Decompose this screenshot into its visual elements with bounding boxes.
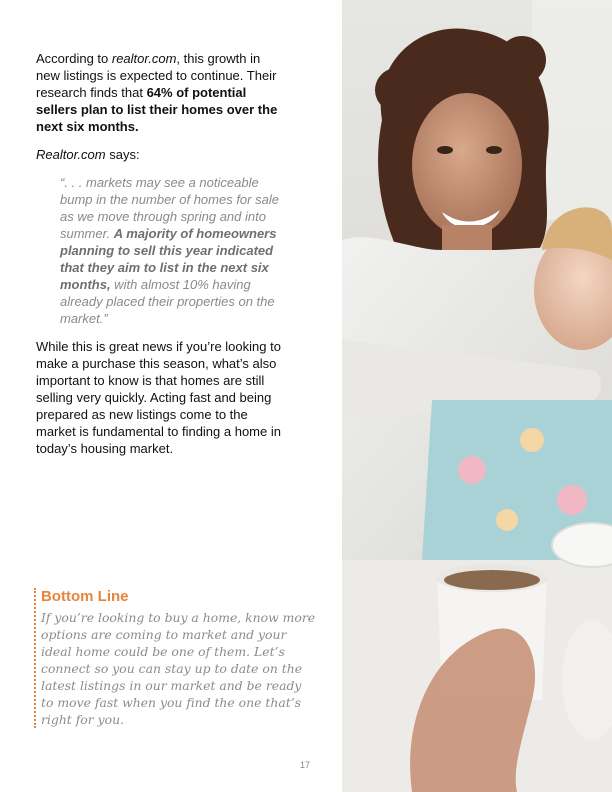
para1-text-b: , this growth in new listings is expected to continue. Their research finds that — [36, 51, 277, 100]
says-source: Realtor.com — [36, 147, 106, 162]
bottom-line-text: If you’re looking to buy a home, know more options are coming to market and your ideal home could be one of them. Let’s connect so you can stay up to date on the latest listings in our market and be ready to move fast when you find the one that’s right for you. — [41, 610, 316, 727]
source-realtor: realtor.com — [111, 51, 177, 66]
photo-mother-and-child — [342, 0, 612, 792]
para1-text-a: According to — [36, 51, 112, 66]
main-text-column — [36, 50, 286, 468]
paragraph-act-fast: While this is great news if you’re looking to make a purchase this season, what’s also important to know is that homes are still selling very quickly. Acting fast and being prepared as new listings come to the market is fundamental to finding a home in today’s housing market. — [36, 339, 281, 456]
page-number: 17 — [300, 760, 311, 770]
quote-text-b: with almost 10% having already placed their properties on the market.” — [60, 277, 275, 326]
bottom-line-heading: Bottom Line — [41, 588, 129, 605]
block-quote — [60, 174, 282, 327]
quote-highlight: A majority of homeowners planning to sell this year indicated that they aim to list in the next six months, — [60, 226, 277, 292]
says-rest: says: — [105, 147, 140, 162]
bottom-line-box — [34, 588, 317, 728]
paragraph-listings-growth — [36, 50, 286, 135]
para1-highlight: 64% of potential sellers plan to list their homes over the next six months. — [36, 85, 278, 134]
quote-text-a: “. . . markets may see a noticeable bump in the number of homes for sale as we move through spring and into summer. — [60, 175, 279, 241]
paragraph-realtor-says — [36, 146, 286, 163]
